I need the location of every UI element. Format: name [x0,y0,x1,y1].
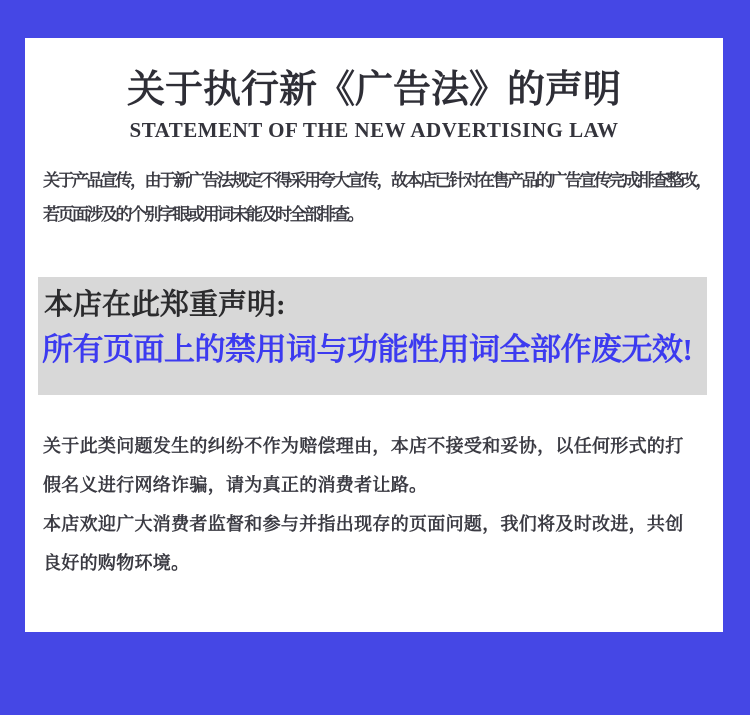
statement-subtitle: STATEMENT OF THE NEW ADVERTISING LAW [129,118,619,142]
intro-paragraph [43,164,710,232]
disclaimer-line-2: 假名义进行网络诈骗，请为真正的消费者让路。 [43,475,428,495]
statement-card [25,38,723,632]
intro-line-2: 若页面涉及的个别字眼或用词未能及时全部排查。 [43,205,362,224]
notice-highlight: 所有页面上的禁用词与功能性用词全部作废无效! [42,332,693,367]
statement-title: 关于执行新《广告法》的声明 [126,69,621,111]
disclaimer-line-3: 本店欢迎广大消费者监督和参与并指出现存的页面问题，我们将及时改进，共创 [43,514,684,534]
disclaimer-paragraph [43,427,707,583]
notice-box [38,277,707,395]
disclaimer-line-4: 良好的购物环境。 [43,553,190,573]
notice-heading: 本店在此郑重声明: [44,289,286,321]
intro-line-1: 关于产品宣传，由于新广告法规定不得采用夸大宣传，故本店已针对在售产品的广告宣传完成排查整改， [43,171,710,190]
disclaimer-line-1: 关于此类问题发生的纠纷不作为赔偿理由，本店不接受和妥协，以任何形式的打 [43,436,684,456]
